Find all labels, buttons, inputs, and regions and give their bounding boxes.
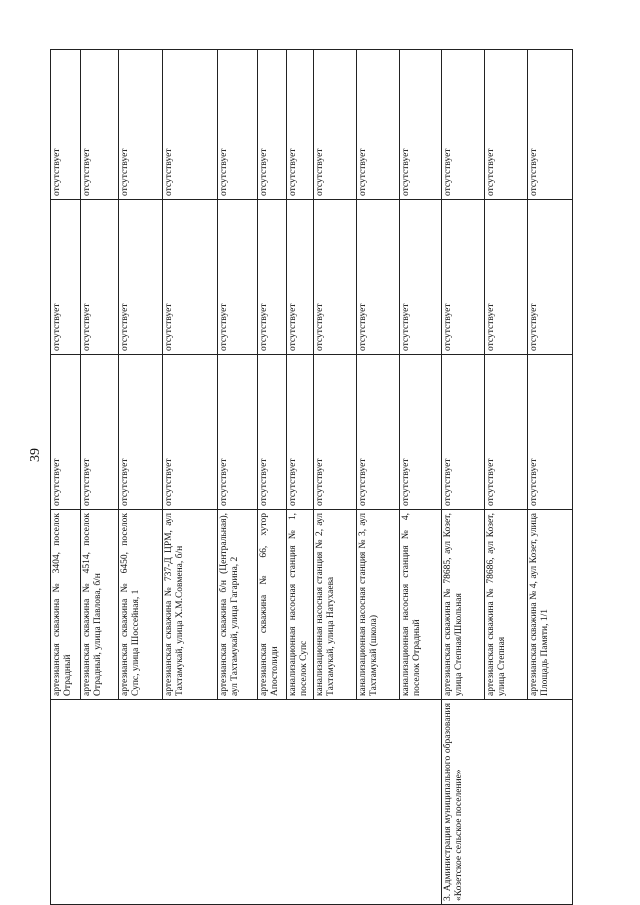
- status-cell: отсутствует: [314, 200, 357, 355]
- status-cell: отсутствует: [218, 355, 258, 510]
- status-cell: отсутствует: [81, 50, 119, 200]
- object-cell: канализационная насосная станция № 1, поселок Супс: [287, 510, 314, 700]
- data-table: [50, 49, 573, 905]
- object-cell: канализационная насосная станция № 3, аул Тахтамукай (школа): [357, 510, 400, 700]
- status-cell: отсутствует: [442, 200, 485, 355]
- object-cell: артезианская скважина № 737-Д ЦРМ, аул Тахтамукай, улица Х.М.Совмена, б/н: [163, 510, 218, 700]
- object-cell: артезианская скважина № 78685, аул Козет, улица Степная/Школьная: [442, 510, 485, 700]
- status-cell: отсутствует: [314, 355, 357, 510]
- status-cell: отсутствует: [485, 200, 528, 355]
- table-row: [51, 50, 81, 905]
- table-row: [442, 50, 485, 905]
- status-cell: отсутствует: [81, 200, 119, 355]
- object-cell: артезианская скважина № 66, хутор Апостолиди: [258, 510, 287, 700]
- status-cell: отсутствует: [119, 355, 163, 510]
- status-cell: отсутствует: [400, 355, 442, 510]
- object-cell: артезианская скважина № 4, аул Козет, улица Площадь Памяти, 1/1: [528, 510, 573, 700]
- status-cell: отсутствует: [357, 50, 400, 200]
- status-cell: отсутствует: [400, 50, 442, 200]
- status-cell: отсутствует: [400, 200, 442, 355]
- status-cell: отсутствует: [51, 200, 81, 355]
- status-cell: отсутствует: [287, 355, 314, 510]
- status-cell: отсутствует: [163, 50, 218, 200]
- status-cell: отсутствует: [442, 50, 485, 200]
- page-number: 39: [28, 448, 43, 462]
- status-cell: отсутствует: [218, 50, 258, 200]
- status-cell: отсутствует: [119, 50, 163, 200]
- object-cell: артезианская скважина № 6450, поселок Супс, улица Шоссейная, 1: [119, 510, 163, 700]
- object-cell: канализационная насосная станция № 2, аул Тахтамукай, улица Натухаева: [314, 510, 357, 700]
- status-cell: отсутствует: [258, 50, 287, 200]
- status-cell: отсутствует: [119, 200, 163, 355]
- org-cell-empty: [51, 700, 442, 905]
- status-cell: отсутствует: [163, 200, 218, 355]
- status-cell: отсутствует: [314, 50, 357, 200]
- status-cell: отсутствует: [528, 200, 573, 355]
- organization-cell: 3. Администрация муниципального образования «Козетское сельское поселение»: [442, 700, 573, 905]
- status-cell: отсутствует: [485, 50, 528, 200]
- status-cell: отсутствует: [357, 355, 400, 510]
- status-cell: отсутствует: [287, 200, 314, 355]
- status-cell: отсутствует: [287, 50, 314, 200]
- status-cell: отсутствует: [357, 200, 400, 355]
- status-cell: отсутствует: [218, 200, 258, 355]
- status-cell: отсутствует: [51, 355, 81, 510]
- status-cell: отсутствует: [163, 355, 218, 510]
- object-cell: артезианская скважина № 3404, поселок Отрадный: [51, 510, 81, 700]
- status-cell: отсутствует: [442, 355, 485, 510]
- status-cell: отсутствует: [258, 200, 287, 355]
- status-cell: отсутствует: [81, 355, 119, 510]
- object-cell: артезианская скважина б/н (Центральная), аул Тахтамукай, улица Гагарина, 2: [218, 510, 258, 700]
- status-cell: отсутствует: [528, 355, 573, 510]
- status-cell: отсутствует: [51, 50, 81, 200]
- status-cell: отсутствует: [485, 355, 528, 510]
- status-cell: отсутствует: [528, 50, 573, 200]
- object-cell: канализационная насосная станция № 4, поселок Отрадный: [400, 510, 442, 700]
- object-cell: артезианская скважина № 4514, поселок Отрадный, улица Павлова, б/н: [81, 510, 119, 700]
- status-cell: отсутствует: [258, 355, 287, 510]
- object-cell: артезианская скважина № 78686, аул Козет, улица Степная: [485, 510, 528, 700]
